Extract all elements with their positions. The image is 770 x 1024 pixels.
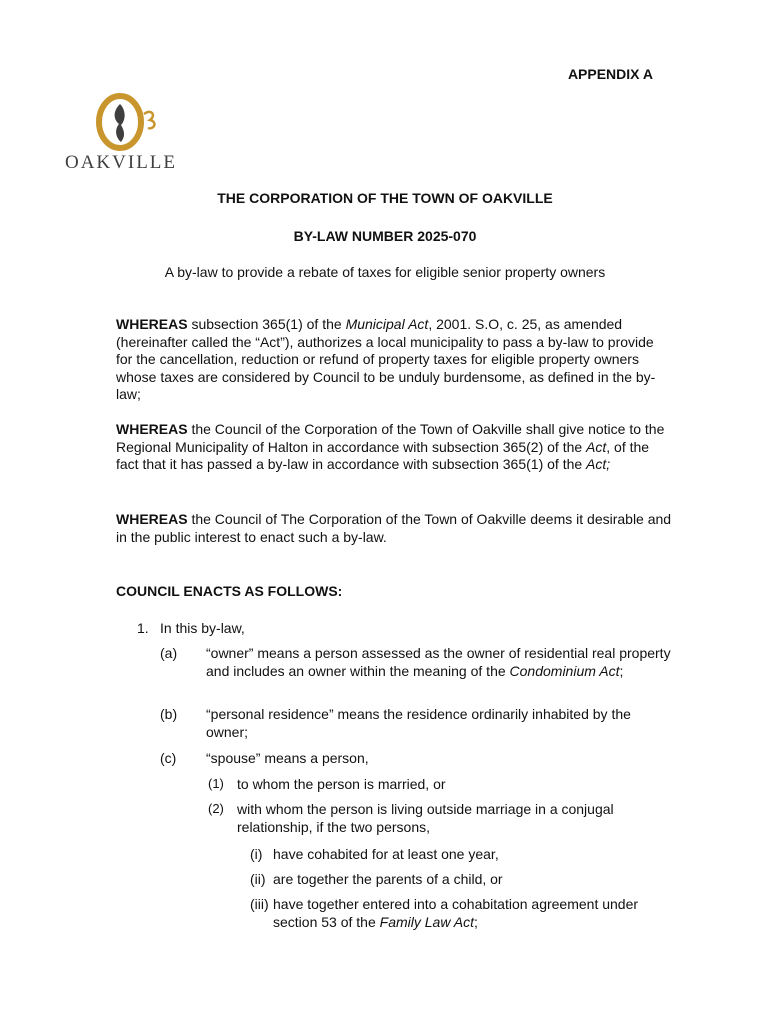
clause-label: (a) xyxy=(160,645,178,661)
whereas-lead: WHEREAS xyxy=(116,316,188,332)
roman-item-cohabited: have cohabited for at least one year, xyxy=(273,846,499,862)
logo-wordmark: OAKVILLE xyxy=(64,152,178,173)
whereas-lead: WHEREAS xyxy=(116,511,188,527)
subclause-married: to whom the person is married, or xyxy=(237,776,446,792)
clause-label: (c) xyxy=(160,750,177,766)
council-enacts-heading: COUNCIL ENACTS AS FOLLOWS: xyxy=(116,583,343,599)
roman-text: have together entered into a cohabitation agreement under section 53 of the xyxy=(273,896,639,930)
roman-item-parents: are together the parents of a child, or xyxy=(273,871,503,887)
whereas-text: , of the fact that it has passed a by-law in accordance with subsection 365(1) of the xyxy=(116,438,650,472)
roman-label: (i) xyxy=(250,846,263,862)
whereas-paragraph-2 xyxy=(116,421,672,474)
subclause-label: (2) xyxy=(208,801,224,816)
whereas-text: subsection 365(1) of the xyxy=(187,316,346,332)
roman-label: (iii) xyxy=(250,896,269,912)
whereas-lead: WHEREAS xyxy=(116,421,188,437)
roman-label: (ii) xyxy=(250,871,266,887)
whereas-paragraph-3 xyxy=(116,511,672,546)
section-number: 1. xyxy=(137,620,149,636)
act-reference: Family Law Act xyxy=(379,913,475,930)
clause-owner xyxy=(206,645,671,680)
bylaw-number: BY-LAW NUMBER 2025-070 xyxy=(293,228,477,244)
subclause-conjugal: with whom the person is living outside marriage in a conjugal relationship, if the two persons, xyxy=(237,801,614,835)
whereas-text: the Council of The Corporation of the Town of Oakville deems it desirable and in the public interest to enact such a by-law. xyxy=(116,511,672,545)
act-reference: Municipal Act xyxy=(345,316,429,332)
roman-text: ; xyxy=(474,913,478,930)
whereas-text: , 2001. S.O, c. 25, as amended (hereinafter called the “Act”), authorizes a local municipality to pass a by-law to provide for the cancellation, reduction or refund of property taxes for eligible property owners whose taxes are considered by Council to be unduly burdensome, as defined in the by-law; xyxy=(116,316,656,402)
subclause-label: (1) xyxy=(208,776,224,791)
act-reference: Condominium Act xyxy=(509,662,620,679)
appendix-label: APPENDIX A xyxy=(567,66,653,82)
oak-leaf-icon xyxy=(62,92,180,152)
clause-personal-residence: “personal residence” means the residence ordinarily inhabited by the owner; xyxy=(206,706,631,740)
clause-spouse: “spouse” means a person, xyxy=(206,750,369,766)
bylaw-subtitle: A by-law to provide a rebate of taxes for eligible senior property owners xyxy=(164,264,606,280)
act-reference: Act xyxy=(586,438,607,455)
act-reference: Act; xyxy=(586,456,611,472)
roman-item-agreement xyxy=(273,896,673,931)
oakville-logo xyxy=(62,92,180,174)
clause-text: ; xyxy=(619,662,624,679)
corporation-title: THE CORPORATION OF THE TOWN OF OAKVILLE xyxy=(217,190,553,206)
section-intro: In this by-law, xyxy=(160,620,245,636)
whereas-text: the Council of the Corporation of the Town of Oakville shall give notice to the Regional Municipality of Halton in accordance with subsection 365(2) of the xyxy=(116,421,665,455)
clause-text: “owner” means a person assessed as the owner of residential real property and includes an owner within the meaning of the xyxy=(206,645,671,679)
clause-label: (b) xyxy=(160,706,178,722)
whereas-paragraph-1 xyxy=(116,316,672,404)
